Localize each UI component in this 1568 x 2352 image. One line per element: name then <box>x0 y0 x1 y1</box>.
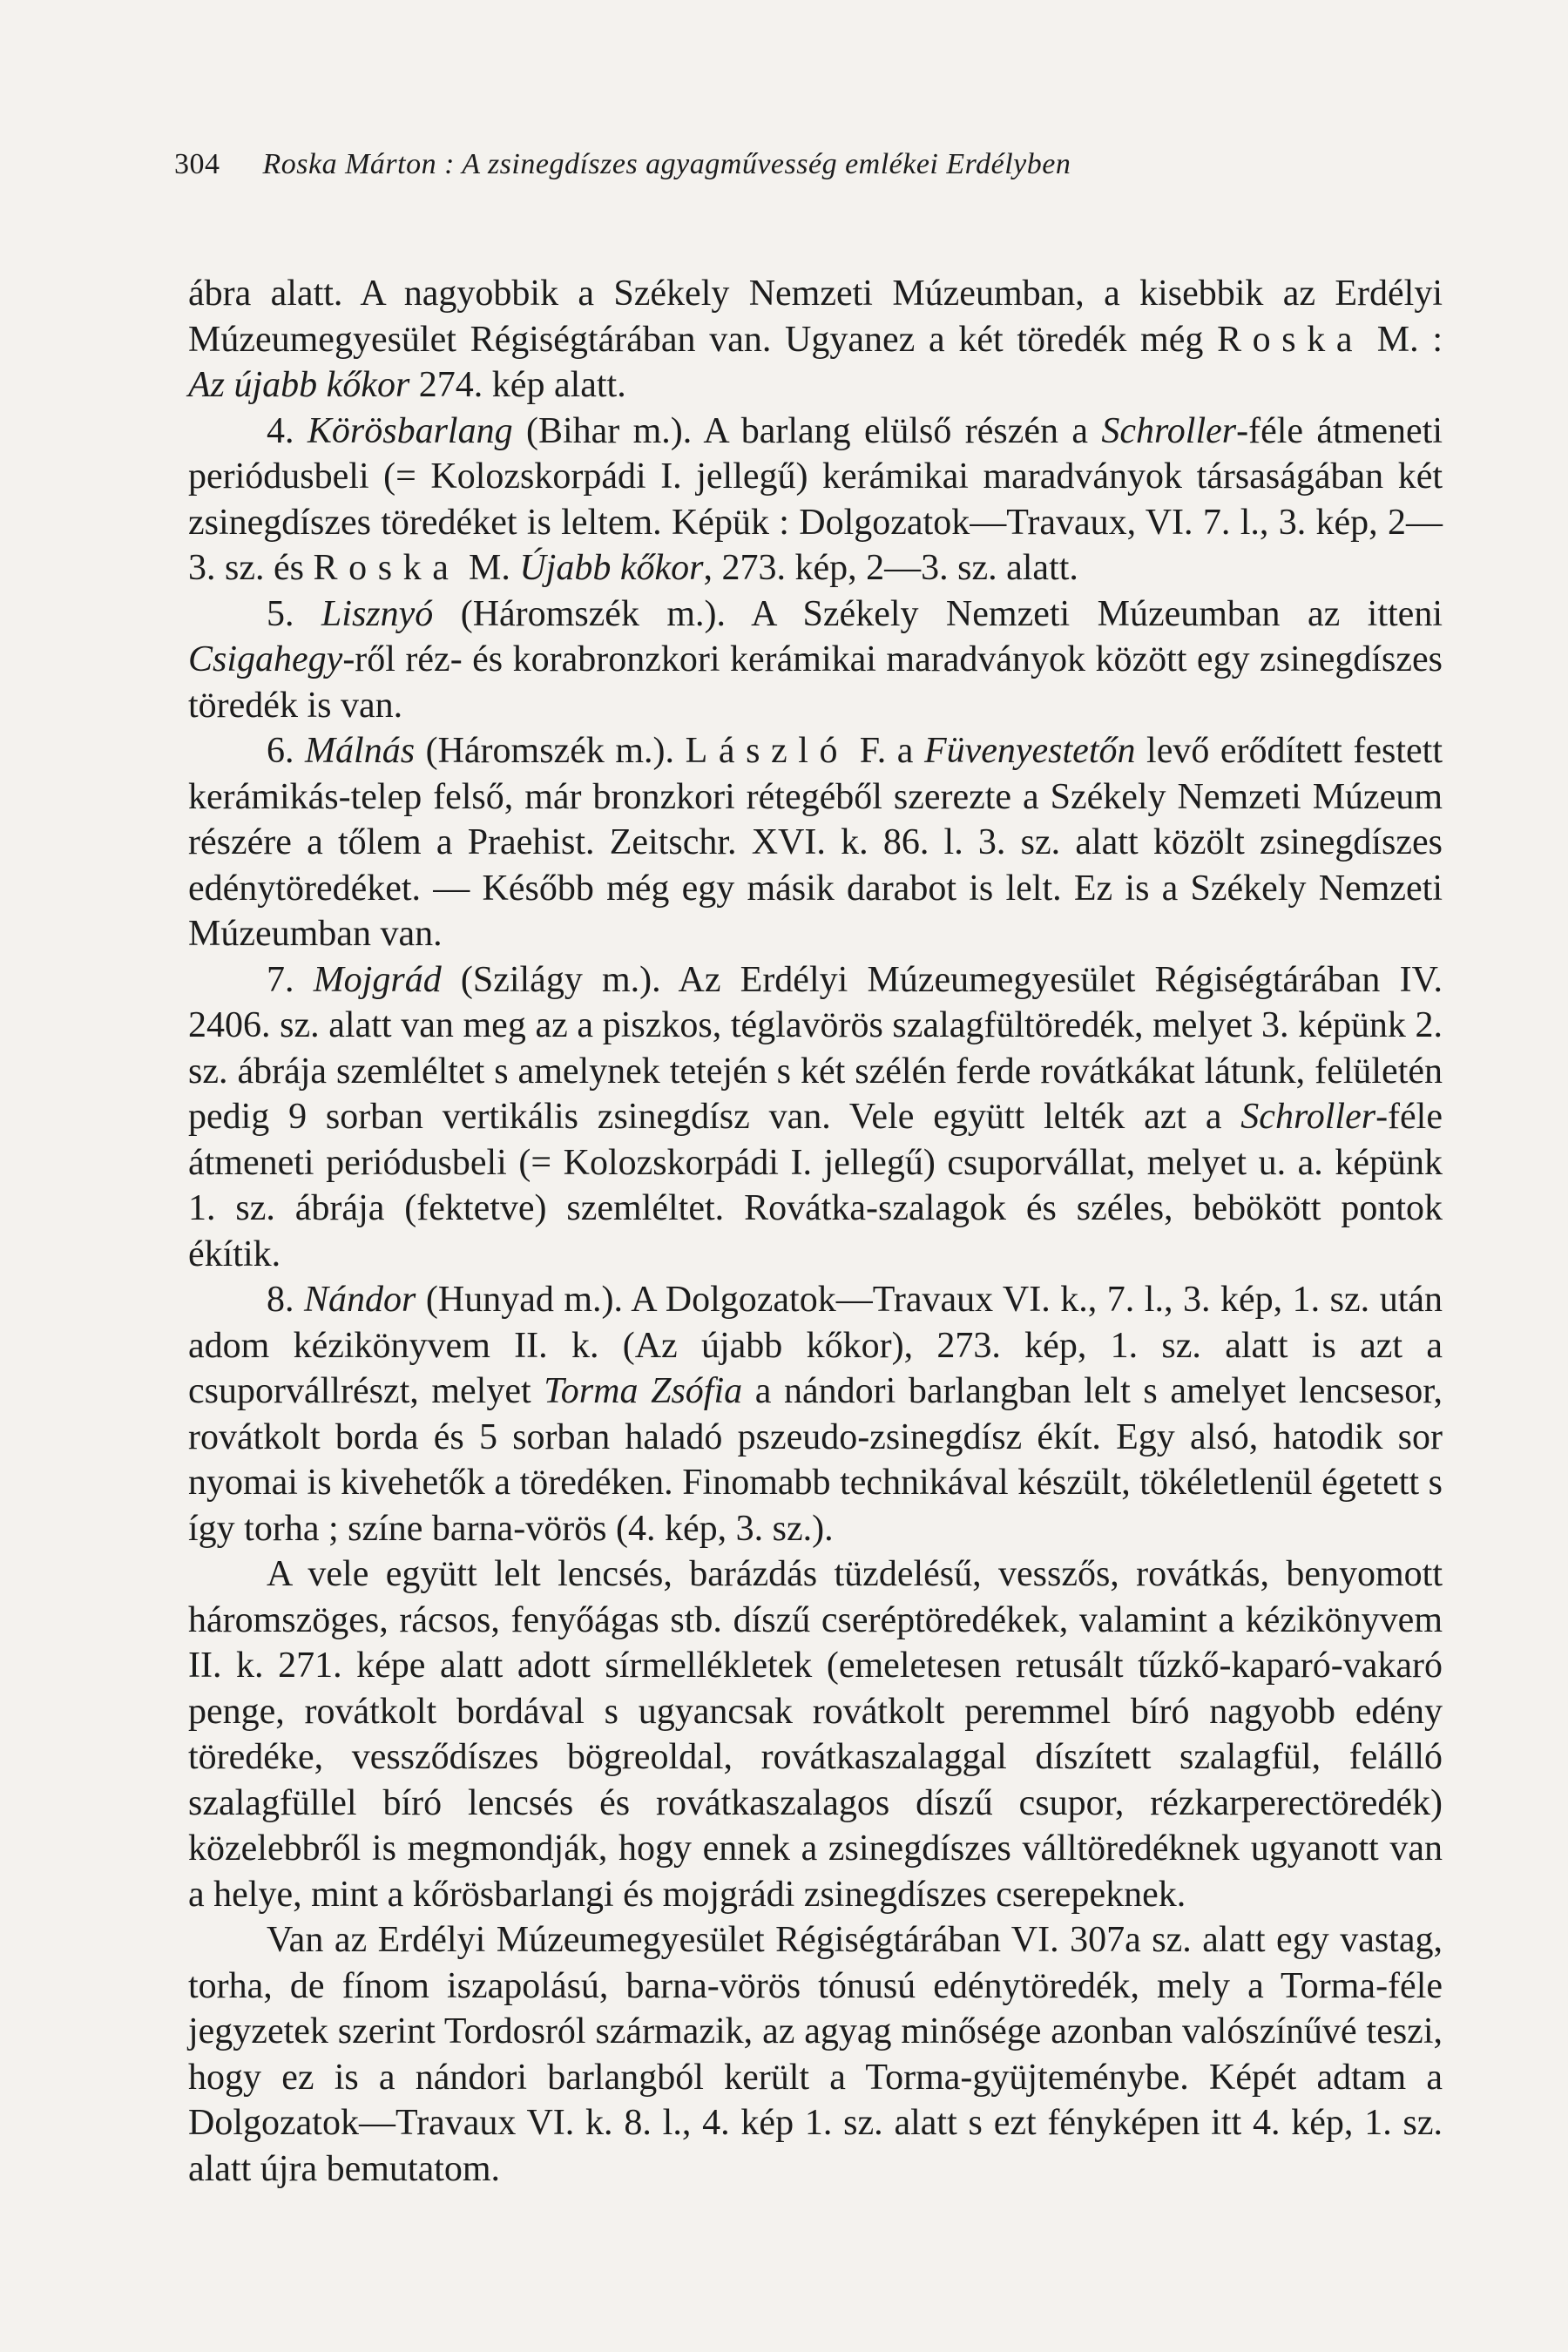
spaced-name: László <box>685 731 849 771</box>
paragraph <box>188 1277 1443 1551</box>
text-run: 8. <box>267 1280 305 1320</box>
italic-text: Füvenyestetőn <box>923 731 1136 771</box>
paragraph <box>188 728 1443 957</box>
paragraph <box>188 271 1443 409</box>
spaced-name: Roska <box>313 548 460 588</box>
running-title: Roska Márton : A zsinegdíszes agyagművesség emlékei Erdélyben <box>262 148 1071 180</box>
paragraph <box>188 409 1443 591</box>
italic-text: Újabb kőkor <box>519 548 704 588</box>
text-run: 7. <box>267 959 314 1000</box>
italic-text: Mojgrád <box>313 959 442 1000</box>
italic-text: Schroller <box>1101 410 1237 451</box>
paragraph <box>188 591 1443 729</box>
text-run: Van az Erdélyi Múzeumegyesület Régiségtárában VI. 307a sz. alatt egy vastag, torha, de fínom iszapolású, barna-vörös tónusú edénytöredék, mely a Torma-féle jegyzetek szerint Tordosról származik, az agyag minősége azonban valószínűvé teszi, hogy ez is a nándori barlangból került a Torma-gyüjteménybe. Képét adtam a Dolgozatok—Travaux VI. k. 8. l., 4. kép 1. sz. alatt s ezt fényképen itt 4. kép, 1. sz. alatt újra bemutatom. <box>188 1920 1443 2189</box>
italic-text: Lisznyó <box>321 593 434 634</box>
paragraph <box>188 1917 1443 2192</box>
running-header <box>174 148 1437 181</box>
text-run: 6. <box>267 731 306 771</box>
text-run: (Hunyad m.). A Dolgozatok—Travaux VI. k., 7. l., 3. kép, 1. sz. után adom kézikönyvem II. k. (Az újabb kőkor), 273. kép, 1. sz. alatt is azt a csuporvállrészt, melyet <box>188 1280 1443 1411</box>
text-run: (Háromszék m.). <box>415 731 686 771</box>
text-run: -ről réz- és korabronzkori kerámikai maradványok között egy zsinegdíszes töredék is van. <box>188 639 1443 726</box>
italic-text: Az újabb kőkor <box>188 365 410 405</box>
spaced-name: Roska <box>1217 319 1364 360</box>
text-run: -féle átmeneti periódusbeli (= Kolozskorpádi I. jellegű) csuporvállat, melyet u. a. képünk 1. sz. ábrája (fektetve) szemléltet. Rovátka-szalagok és széles, bebökött pontok ékítik. <box>188 1097 1443 1274</box>
text-run: 274. kép alatt. <box>409 365 626 405</box>
text-run: M. <box>459 548 520 588</box>
text-run: levő erődített festett kerámikás-telep felső, már bronzkori rétegéből szerezte a Székely Nemzeti Múzeum részére a tőlem a Praehist. Zeitschr. XVI. k. 86. l. 3. sz. alatt közölt zsinegdíszes edénytöredéket. — Később még egy másik darabot is lelt. Ez is a Székely Nemzeti Múzeumban van. <box>188 731 1443 954</box>
text-run: a nándori barlangban lelt s amelyet lencsesor, rovátkolt borda és 5 sorban haladó pszeudo-zsinegdísz ékít. Egy alsó, hatodik sor nyomai is kivehetők a töredéken. Finomabb technikával készült, tökéletlenül égetett s így torha ; színe barna-vörös (4. kép, 3. sz.). <box>188 1371 1443 1549</box>
text-run: A vele együtt lelt lencsés, barázdás tüzdelésű, vesszős, rovátkás, benyomott háromszöges, rácsos, fenyőágas stb. díszű cseréptöredékek, valamint a kézikönyvem II. k. 271. képe alatt adott sírmellékletek (emeletesen retusált tűzkő-kaparó-vakaró penge, rovátkolt bordával s ugyancsak rovátkolt peremmel bíró nagyobb edény töredéke, vessződíszes bögreoldal, rovátkaszalaggal díszített szalagfül, felálló szalagfüllel bíró lencsés és rovátkaszalagos díszű csupor, rézkarperectöredék) közelebbről is megmondják, hogy ennek a zsinegdíszes válltöredéknek ugyanott van a helye, mint a kőrösbarlangi és mojgrádi zsinegdíszes cserepeknek. <box>188 1554 1443 1915</box>
italic-text: Schroller <box>1240 1097 1376 1137</box>
paragraph <box>188 957 1443 1278</box>
paragraph <box>188 1551 1443 1917</box>
text-run: -féle átmeneti periódusbeli (= Kolozskorpádi I. jellegű) kerámikai maradványok társaságában két zsinegdíszes töredéket is leltem. Képük : Dolgozatok—Travaux, VI. 7. l., 3. kép, 2—3. sz. és <box>188 410 1443 588</box>
body-text <box>188 271 1443 2192</box>
text-run: (Háromszék m.). A Székely Nemzeti Múzeumban az itteni <box>433 593 1443 634</box>
italic-text: Körösbarlang <box>307 410 513 451</box>
text-run: , 273. kép, 2—3. sz. alatt. <box>703 548 1078 588</box>
text-run: 5. <box>267 593 321 634</box>
italic-text: Torma Zsófia <box>544 1371 743 1411</box>
italic-text: Csigahegy <box>188 639 343 679</box>
text-run: ábra alatt. A nagyobbik a Székely Nemzeti Múzeumban, a kisebbik az Erdélyi Múzeumegyesület Régiségtárában van. Ugyanez a két töredék még <box>188 274 1443 360</box>
text-run: (Szilágy m.). Az Erdélyi Múzeumegyesület Régiségtárában IV. 2406. sz. alatt van meg az a piszkos, téglavörös szalagfültöredék, melyet 3. képünk 2. sz. ábrája szemléltet s amelynek tetején s két szélén ferde rovátkákat látunk, felületén pedig 9 sorban vertikális zsinegdísz van. Vele együtt lelték azt a <box>188 959 1443 1137</box>
italic-text: Málnás <box>305 731 416 771</box>
text-run: (Bihar m.). A barlang elülső részén a <box>512 410 1102 451</box>
text-run: M. : <box>1363 319 1443 360</box>
text-run: 4. <box>267 410 308 451</box>
text-run: F. a <box>848 731 924 771</box>
page-number: 304 <box>174 148 220 180</box>
italic-text: Nándor <box>304 1280 416 1320</box>
